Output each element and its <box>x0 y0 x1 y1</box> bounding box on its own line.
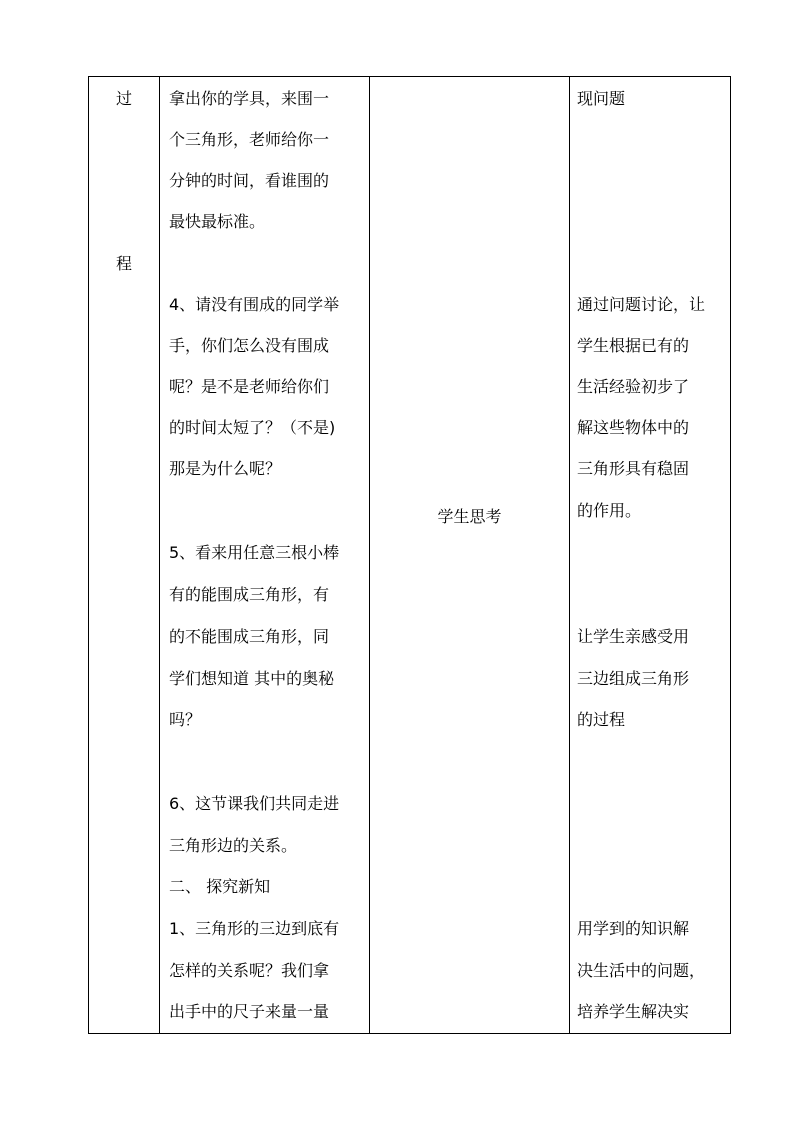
intent-text-line: 学生根据已有的 <box>577 336 690 355</box>
intent-text-line: 决生活中的问题， <box>577 961 706 980</box>
lesson-plan-table <box>88 76 731 1034</box>
teacher-text-line: 分钟的时间，看谁围的 <box>169 171 330 190</box>
teacher-text-line: 拿出你的学具，来围一 <box>169 89 330 108</box>
intent-text-line: 三角形具有稳固 <box>577 459 690 478</box>
intent-text-line: 用学到的知识解 <box>577 919 690 938</box>
teacher-text-line: 学们想知道 其中的奥秘 <box>169 669 335 688</box>
teacher-text-line: 出手中的尺子来量一量 <box>169 1002 330 1021</box>
teacher-text-line: 有的能围成三角形，有 <box>169 585 330 604</box>
teacher-text-line: 个三角形，老师给你一 <box>169 130 330 149</box>
stage-column <box>89 77 160 1034</box>
teacher-text-line: 怎样的关系呢？我们拿 <box>169 961 330 980</box>
intent-text-line: 生活经验初步了 <box>577 377 690 396</box>
student-activity-text: 学生思考 <box>437 507 502 526</box>
teacher-text-line: 呢？是不是老师给你们 <box>169 377 330 396</box>
intent-text-line: 的过程 <box>577 710 626 729</box>
stage-label: 程 <box>115 254 132 273</box>
teacher-text-line: 1、三角形的三边到底有 <box>169 919 340 938</box>
teacher-text-line: 5、看来用任意三根小棒 <box>169 543 340 562</box>
teacher-section-heading: 二、 探究新知 <box>169 877 271 896</box>
intent-text-line: 培养学生解决实 <box>577 1002 690 1021</box>
teacher-text-line: 手，你们怎么没有围成 <box>169 336 330 355</box>
intent-text-line: 通过问题讨论，让 <box>577 295 706 314</box>
student-activity-column <box>370 77 570 1034</box>
intent-text-line: 让学生亲感受用 <box>577 627 690 646</box>
teacher-text-line: 最快最标准。 <box>169 212 266 231</box>
teacher-text-line: 4、请没有围成的同学举 <box>169 295 340 314</box>
teacher-text-line: 的时间太短了？（不是) <box>169 418 336 437</box>
stage-label: 过 <box>115 89 132 108</box>
teacher-activity-column <box>160 77 370 1034</box>
teacher-text-line: 6、这节课我们共同走进 <box>169 794 340 813</box>
intent-text-line: 现问题 <box>577 89 626 108</box>
intent-text-line: 三边组成三角形 <box>577 669 690 688</box>
teacher-text-line: 吗？ <box>169 710 202 729</box>
teacher-text-line: 的不能围成三角形，同 <box>169 627 330 646</box>
intent-text-line: 解这些物体中的 <box>577 418 690 437</box>
teacher-text-line: 那是为什么呢？ <box>169 459 282 478</box>
table-row <box>89 77 731 1034</box>
teacher-text-line: 三角形边的关系。 <box>169 836 298 855</box>
design-intent-column <box>570 77 731 1034</box>
intent-text-line: 的作用。 <box>577 501 642 520</box>
